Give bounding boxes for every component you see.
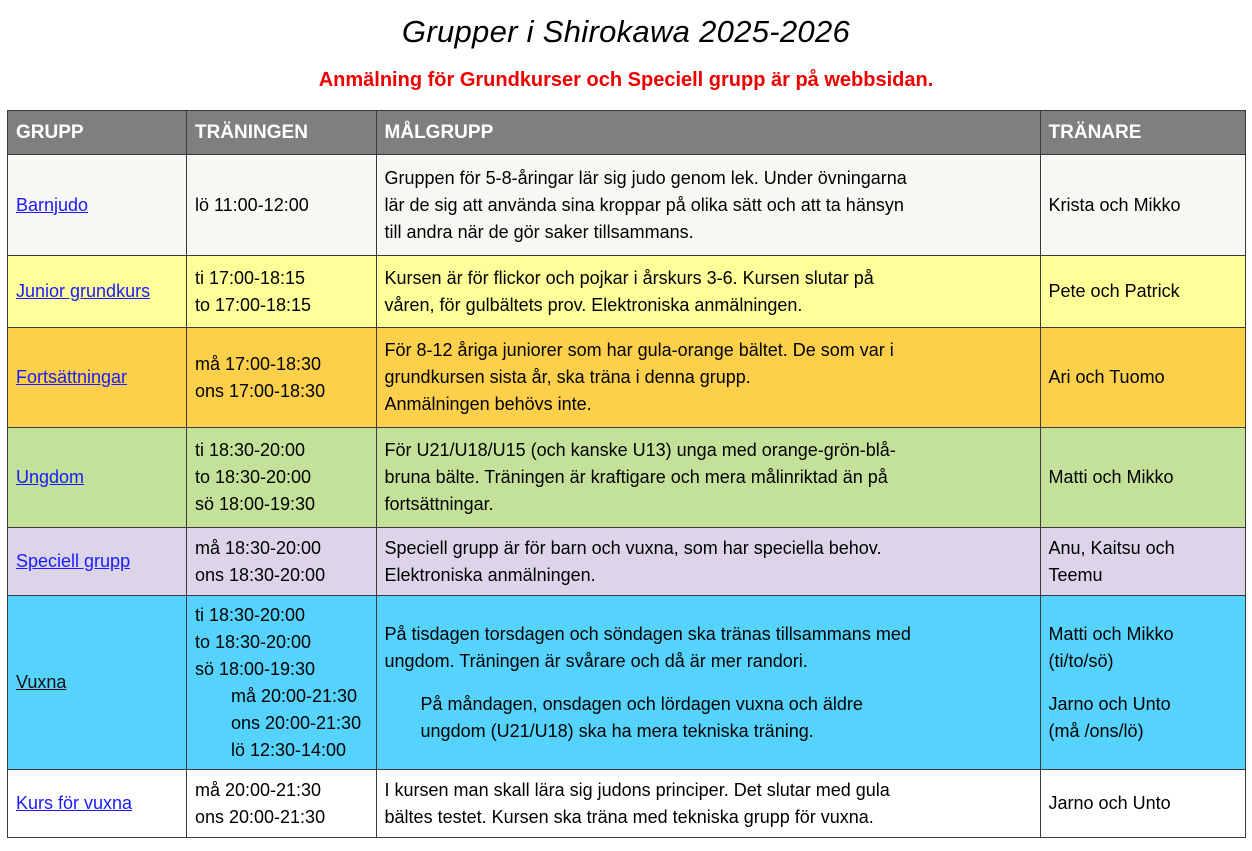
training-times: lö 11:00-12:00 (186, 155, 376, 256)
target-description: Speciell grupp är för barn och vuxna, som har speciella behov. Elektroniska anmälningen. (376, 528, 1040, 596)
group-link-vuxna[interactable]: Vuxna (8, 596, 187, 770)
group-schedule-table (7, 110, 1246, 838)
table-row (8, 770, 1246, 838)
training-times: ti 18:30-20:00 to 18:30-20:00 sö 18:00-19:30 må 20:00-21:30 ons 20:00-21:30 lö 12:30-14:00 (186, 596, 376, 770)
table-header-row (8, 111, 1246, 155)
column-header-group: GRUPP (8, 111, 187, 155)
group-link-junior-grundkurs[interactable]: Junior grundkurs (8, 256, 187, 328)
group-link-barnjudo[interactable]: Barnjudo (8, 155, 187, 256)
target-description: I kursen man skall lära sig judons principer. Det slutar med gula bältes testet. Kursen ska träna med tekniska grupp för vuxna. (376, 770, 1040, 838)
target-description: För U21/U18/U15 (och kanske U13) unga med orange-grön-blå- bruna bälte. Träningen är kraftigare och mera målinriktad än på fortsättningar. (376, 428, 1040, 528)
trainer-names: Ari och Tuomo (1040, 328, 1245, 428)
target-description: På tisdagen torsdagen och söndagen ska tränas tillsammans med ungdom. Träningen är svårare och då är mer randori. På måndagen, onsdagen och lördagen vuxna och äldre ungdom (U21/U18) ska ha mera tekniska träning. (376, 596, 1040, 770)
training-times: ti 18:30-20:00 to 18:30-20:00 sö 18:00-19:30 (186, 428, 376, 528)
trainer-names: Jarno och Unto (1040, 770, 1245, 838)
target-description: Kursen är för flickor och pojkar i årskurs 3-6. Kursen slutar på våren, för gulbältets prov. Elektroniska anmälningen. (376, 256, 1040, 328)
trainer-names: Krista och Mikko (1040, 155, 1245, 256)
group-link-fortsattningar[interactable]: Fortsättningar (8, 328, 187, 428)
target-description: Gruppen för 5-8-åringar lär sig judo genom lek. Under övningarna lär de sig att använda sina kroppar på olika sätt och att ta hänsyn till andra när de gör saker tillsammans. (376, 155, 1040, 256)
trainer-names: Anu, Kaitsu och Teemu (1040, 528, 1245, 596)
page-title: Grupper i Shirokawa 2025-2026 (401, 14, 851, 49)
table-row (8, 256, 1246, 328)
training-times: må 17:00-18:30 ons 17:00-18:30 (186, 328, 376, 428)
table-row (8, 528, 1246, 596)
training-times: ti 17:00-18:15 to 17:00-18:15 (186, 256, 376, 328)
trainer-names: Matti och Mikko (ti/to/sö) Jarno och Unto (må /ons/lö) (1040, 596, 1245, 770)
target-description: För 8-12 åriga juniorer som har gula-orange bältet. De som var i grundkursen sista år, ska träna i denna grupp. Anmälningen behövs inte. (376, 328, 1040, 428)
training-times: må 18:30-20:00 ons 18:30-20:00 (186, 528, 376, 596)
column-header-trainer: TRÄNARE (1040, 111, 1245, 155)
column-header-training: TRÄNINGEN (186, 111, 376, 155)
trainer-names: Pete och Patrick (1040, 256, 1245, 328)
group-link-speciell-grupp[interactable]: Speciell grupp (8, 528, 187, 596)
table-row (8, 596, 1246, 770)
group-link-kurs-for-vuxna[interactable]: Kurs för vuxna (8, 770, 187, 838)
table-row (8, 155, 1246, 256)
training-times: må 20:00-21:30 ons 20:00-21:30 (186, 770, 376, 838)
trainer-names: Matti och Mikko (1040, 428, 1245, 528)
group-link-ungdom[interactable]: Ungdom (8, 428, 187, 528)
registration-notice: Anmälning för Grundkurser och Speciell grupp är på webbsidan. (318, 69, 934, 91)
table-row (8, 428, 1246, 528)
table-row (8, 328, 1246, 428)
column-header-target: MÅLGRUPP (376, 111, 1040, 155)
